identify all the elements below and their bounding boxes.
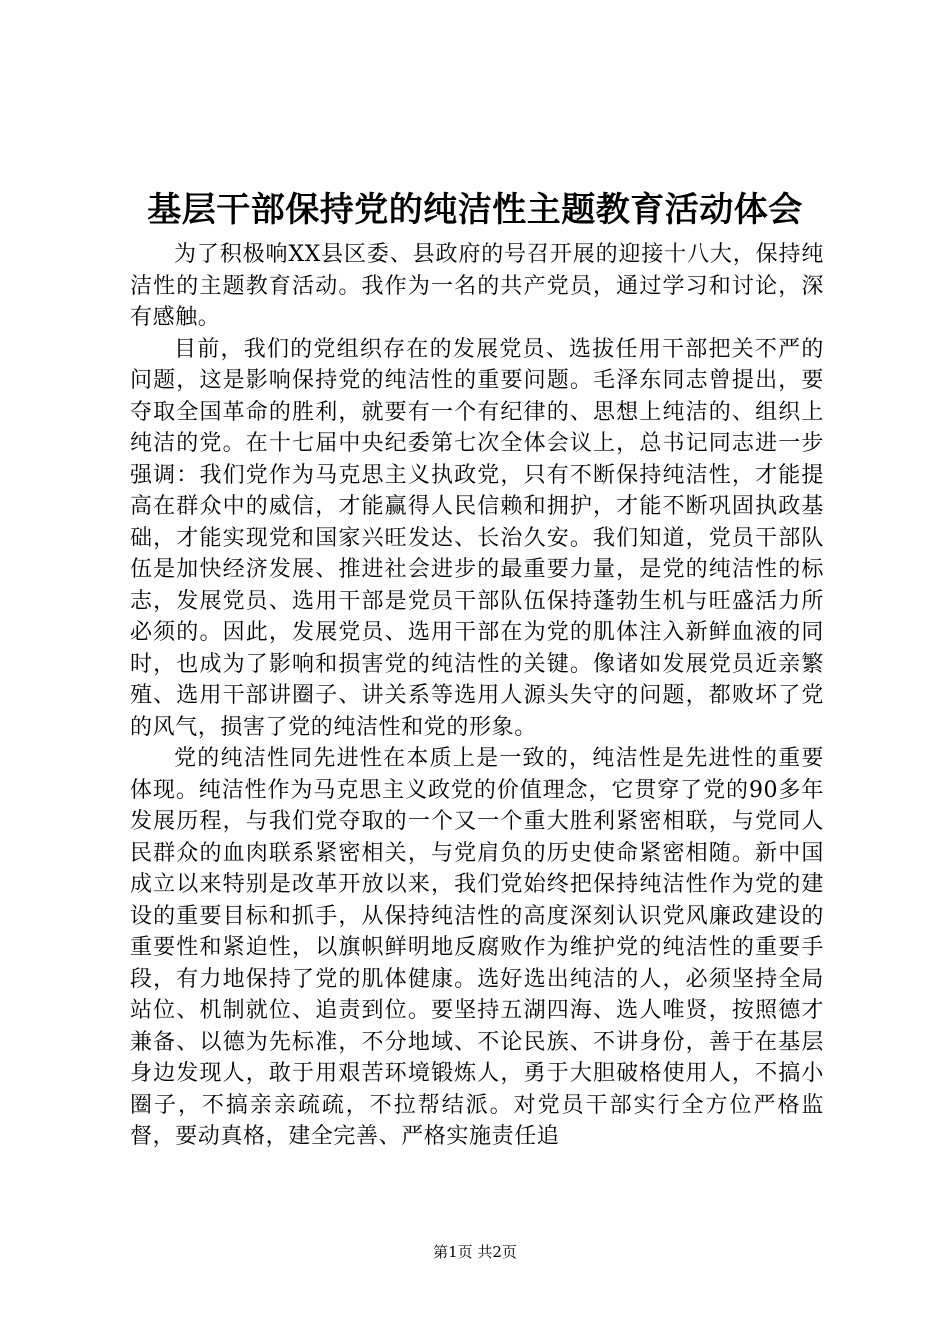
document-title: 基层干部保持党的纯洁性主题教育活动体会 [147,190,803,230]
document-body [130,239,824,1153]
paragraph-intro: 为了积极响XX县区委、县政府的号召开展的迎接十八大，保持纯洁性的主题教育活动。我作为一名的共产党员，通过学习和讨论，深有感触。 [130,242,824,330]
paragraph-current-issues: 目前，我们的党组织存在的发展党员、选拔任用干部把关不严的问题，这是影响保持党的纯洁性的重要问题。毛泽东同志曾提出，要夺取全国革命的胜利，就要有一个有纪律的、思想上纯洁的、组织上纯洁的党。在十七届中央纪委第七次全体会议上，总书记同志进一步强调：我们党作为马克思主义执政党，只有不断保持纯洁性，才能提高在群众中的威信，才能赢得人民信赖和拥护，才能不断巩固执政基础，才能实现党和国家兴旺发达、长治久安。我们知道，党员干部队伍是加快经济发展、推进社会进步的最重要力量，是党的纯洁性的标志，发展党员、选用干部是党员干部队伍保持蓬勃生机与旺盛活力所必须的。因此，发展党员、选用干部在为党的肌体注入新鲜血液的同时，也成为了影响和损害党的纯洁性的关键。像诸如发展党员近亲繁殖、选用干部讲圈子、讲关系等选用人源头失守的问题，都败坏了党的风气，损害了党的纯洁性和党的形象。 [130,336,824,740]
paragraph-purity-advancement: 党的纯洁性同先进性在本质上是一致的，纯洁性是先进性的重要体现。纯洁性作为马克思主义政党的价值理念，它贯穿了党的90多年发展历程，与我们党夺取的一个又一个重大胜利紧密相联，与党同人民群众的血肉联系紧密相关，与党肩负的历史使命紧密相随。新中国成立以来特别是改革开放以来，我们党始终把保持纯洁性作为党的建设的重要目标和抓手，从保持纯洁性的高度深刻认识党风廉政建设的重要性和紧迫性，以旗帜鲜明地反腐败作为维护党的纯洁性的重要手段，有力地保持了党的肌体健康。选好选出纯洁的人，必须坚持全局站位、机制就位、追责到位。要坚持五湖四海、选人唯贤，按照德才兼备、以德为先标准，不分地域、不论民族、不讲身份，善于在基层身边发现人，敢于用艰苦环境锻炼人，勇于大胆破格使用人，不搞小圈子，不搞亲亲疏疏，不拉帮结派。对党员干部实行全方位严格监督，要动真格，建全完善、严格实施责任追 [130,746,824,1149]
page-footer: 第1页 共2页 [433,1243,517,1261]
